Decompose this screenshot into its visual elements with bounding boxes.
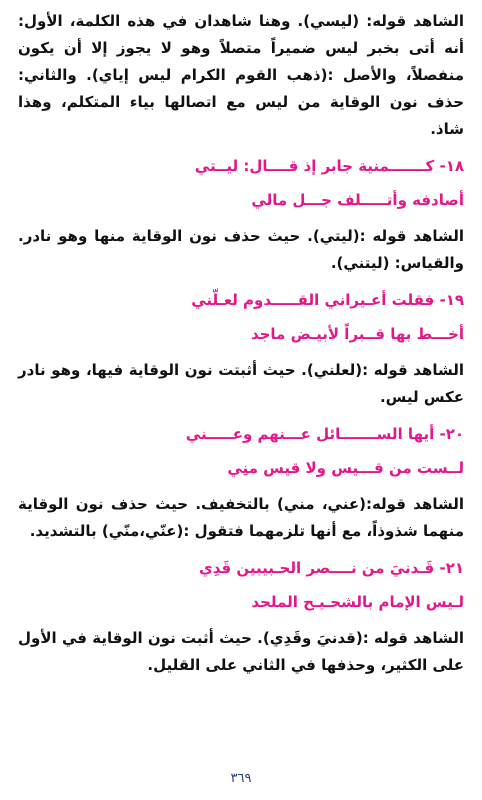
verse-line: لـيس الإمام بالشحـيـح الملحد [251,593,464,611]
verse-line: أصادفه وأتـــــلف جـــل مالي [251,191,464,209]
paragraph: الشاهد قوله :(لعلني). حيث أثبتت نون الوقاية فيها، وهو نادر عكس ليس. [18,361,464,406]
paragraph: الشاهد قوله: (ليسي). وهنا شاهدان في هذه الكلمة، الأول: أنه أتى بخبر ليس ضميراً متصلاً وهو لا يجوز إلا أن يكون منفصلاً، والأصل :(ذهب القوم الكرام ليس إياي). والثاني: حذف نون الوقاية من ليس مع اتصالها بياء المتكلم، وهذا شاذ. [18,12,464,138]
verse-line: ١٩- فقلت أعـيراني القـــــدوم لعـلّني [191,291,464,309]
paragraph: الشاهد قوله:(عني، مني) بالتخفيف. حيث حذف نون الوقاية منهما شذوذاً، مع أنها تلزمهما فتقول :(عنّي،منّي) بالتشديد. [18,495,464,540]
verse-line: ١٨- كـــــــمنية جابر إذ قــــال: ليــتي [194,157,464,175]
paragraph: الشاهد قوله :(ليتي). حيث حذف نون الوقاية منها وهو نادر. والقياس: (ليتني). [18,227,464,272]
verse-line: لــست من قـــيس ولا قيس منِي [227,459,464,477]
page-number: ٣٦٩ [230,771,252,786]
verse-line: ٢٠- أيها الســـــــائل عـــنهم وعـــــني [185,425,464,443]
verse-line: ٢١- قَـدنيَ من نــــصر الحـبيبين قَدِي [198,559,464,577]
page-content [18,8,464,689]
paragraph: الشاهد قوله :(قدنيَ وقَدِي). حيث أثبت نون الوقاية في الأول على الكثير، وحذفها في الثاني على القليل. [18,629,464,674]
verse-line: أخـــط بها قــبراً لأبيـض ماجد [250,325,464,343]
